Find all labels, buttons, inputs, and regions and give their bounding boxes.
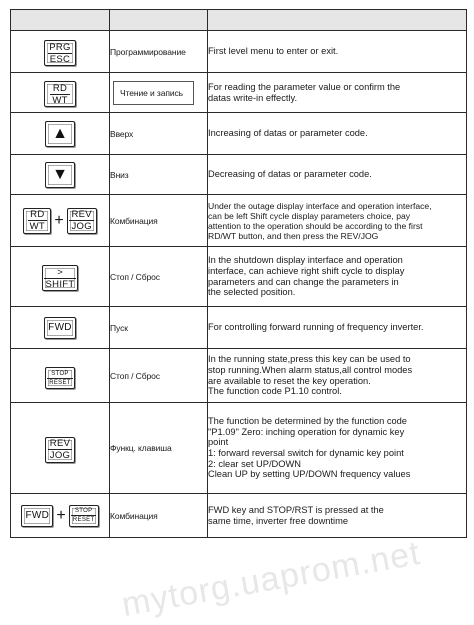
key-cell	[11, 73, 110, 113]
key-cell	[11, 307, 110, 349]
key-cell	[11, 31, 110, 73]
key-name: Вниз	[110, 155, 208, 195]
plus-sign: +	[56, 506, 66, 524]
key-name: Комбинация	[110, 494, 208, 538]
key-name: Программирование	[110, 31, 208, 73]
table-row	[11, 349, 467, 403]
table-row	[11, 403, 467, 494]
key-name: Вверх	[110, 113, 208, 155]
watermark-text: mytorg.uaprom.net	[118, 534, 424, 624]
up-arrow-key[interactable]	[45, 121, 75, 147]
chevron-right-icon: >	[57, 266, 63, 278]
table-header-row	[11, 10, 467, 31]
rd-wt-key[interactable]: RD WT	[23, 208, 51, 234]
key-description: FWD key and STOP/RST is pressed at the same time, inverter free downtime	[208, 494, 467, 538]
triangle-up-icon: ▲	[52, 124, 68, 142]
stop-reset-key[interactable]: STOP RESET	[45, 367, 75, 389]
table-row	[11, 113, 467, 155]
key-combination	[11, 505, 109, 527]
key-cell	[11, 403, 110, 494]
table-row	[11, 247, 467, 307]
prg-esc-key[interactable]: PRG ESC	[44, 40, 76, 66]
header-cell-description	[208, 10, 467, 31]
key-description: For reading the parameter value or confirm the datas write-in effectly.	[208, 73, 467, 113]
key-description: Increasing of datas or parameter code.	[208, 113, 467, 155]
key-description: Under the outage display interface and operation interface, can be left Shift cycle display parameters choice, pay attention to the operation should be according to the first RD/WT button, and then press the REV/JOG	[208, 195, 467, 247]
key-function-table	[10, 9, 467, 538]
key-name: Комбинация	[110, 195, 208, 247]
shift-key[interactable]: > SHIFT	[42, 265, 78, 291]
key-combination	[11, 208, 109, 234]
key-name: Функц. клавиша	[110, 403, 208, 494]
table-row	[11, 494, 467, 538]
fwd-key[interactable]: FWD	[21, 505, 53, 527]
plus-sign: +	[54, 211, 64, 229]
key-cell	[11, 113, 110, 155]
key-description: Decreasing of datas or parameter code.	[208, 155, 467, 195]
key-description: The function be determined by the function code "P1.09" Zero: inching operation for dynamic key point 1: forward reversal switch for dynamic key point 2: clear set UP/DOWN Clean UP by setting UP/DOWN frequency values	[208, 403, 467, 494]
key-cell	[11, 494, 110, 538]
key-name: Пуск	[110, 307, 208, 349]
key-name: Стоп / Сброс	[110, 247, 208, 307]
stop-reset-key[interactable]: STOP RESET	[69, 505, 99, 527]
triangle-down-icon: ▼	[52, 165, 68, 183]
key-cell	[11, 247, 110, 307]
key-description: First level menu to enter or exit.	[208, 31, 467, 73]
down-arrow-key[interactable]	[45, 162, 75, 188]
rd-wt-key[interactable]: $\frac{RD}{WT}$	[44, 81, 76, 107]
header-cell-key	[11, 10, 110, 31]
fwd-key[interactable]: FWD	[44, 317, 76, 339]
key-cell	[11, 349, 110, 403]
table-row	[11, 307, 467, 349]
key-name: Стоп / Сброс	[110, 349, 208, 403]
table-row	[11, 73, 467, 113]
key-description: In the shutdown display interface and operation interface, can achieve right shift cycle to display parameters and can change the parameters in the selected position.	[208, 247, 467, 307]
header-cell-name	[110, 10, 208, 31]
table-row	[11, 155, 467, 195]
key-cell	[11, 155, 110, 195]
key-cell	[11, 195, 110, 247]
rev-jog-key[interactable]: REV JOG	[67, 208, 97, 234]
table-row	[11, 195, 467, 247]
key-description: For controlling forward running of frequency inverter.	[208, 307, 467, 349]
table-row	[11, 31, 467, 73]
rev-jog-key[interactable]: REV JOG	[45, 437, 75, 463]
key-name: Чтение и запись	[110, 73, 208, 113]
key-description: In the running state,press this key can be used to stop running.When alarm status,all control modes are available to reset the key operation. The function code P1.10 control.	[208, 349, 467, 403]
